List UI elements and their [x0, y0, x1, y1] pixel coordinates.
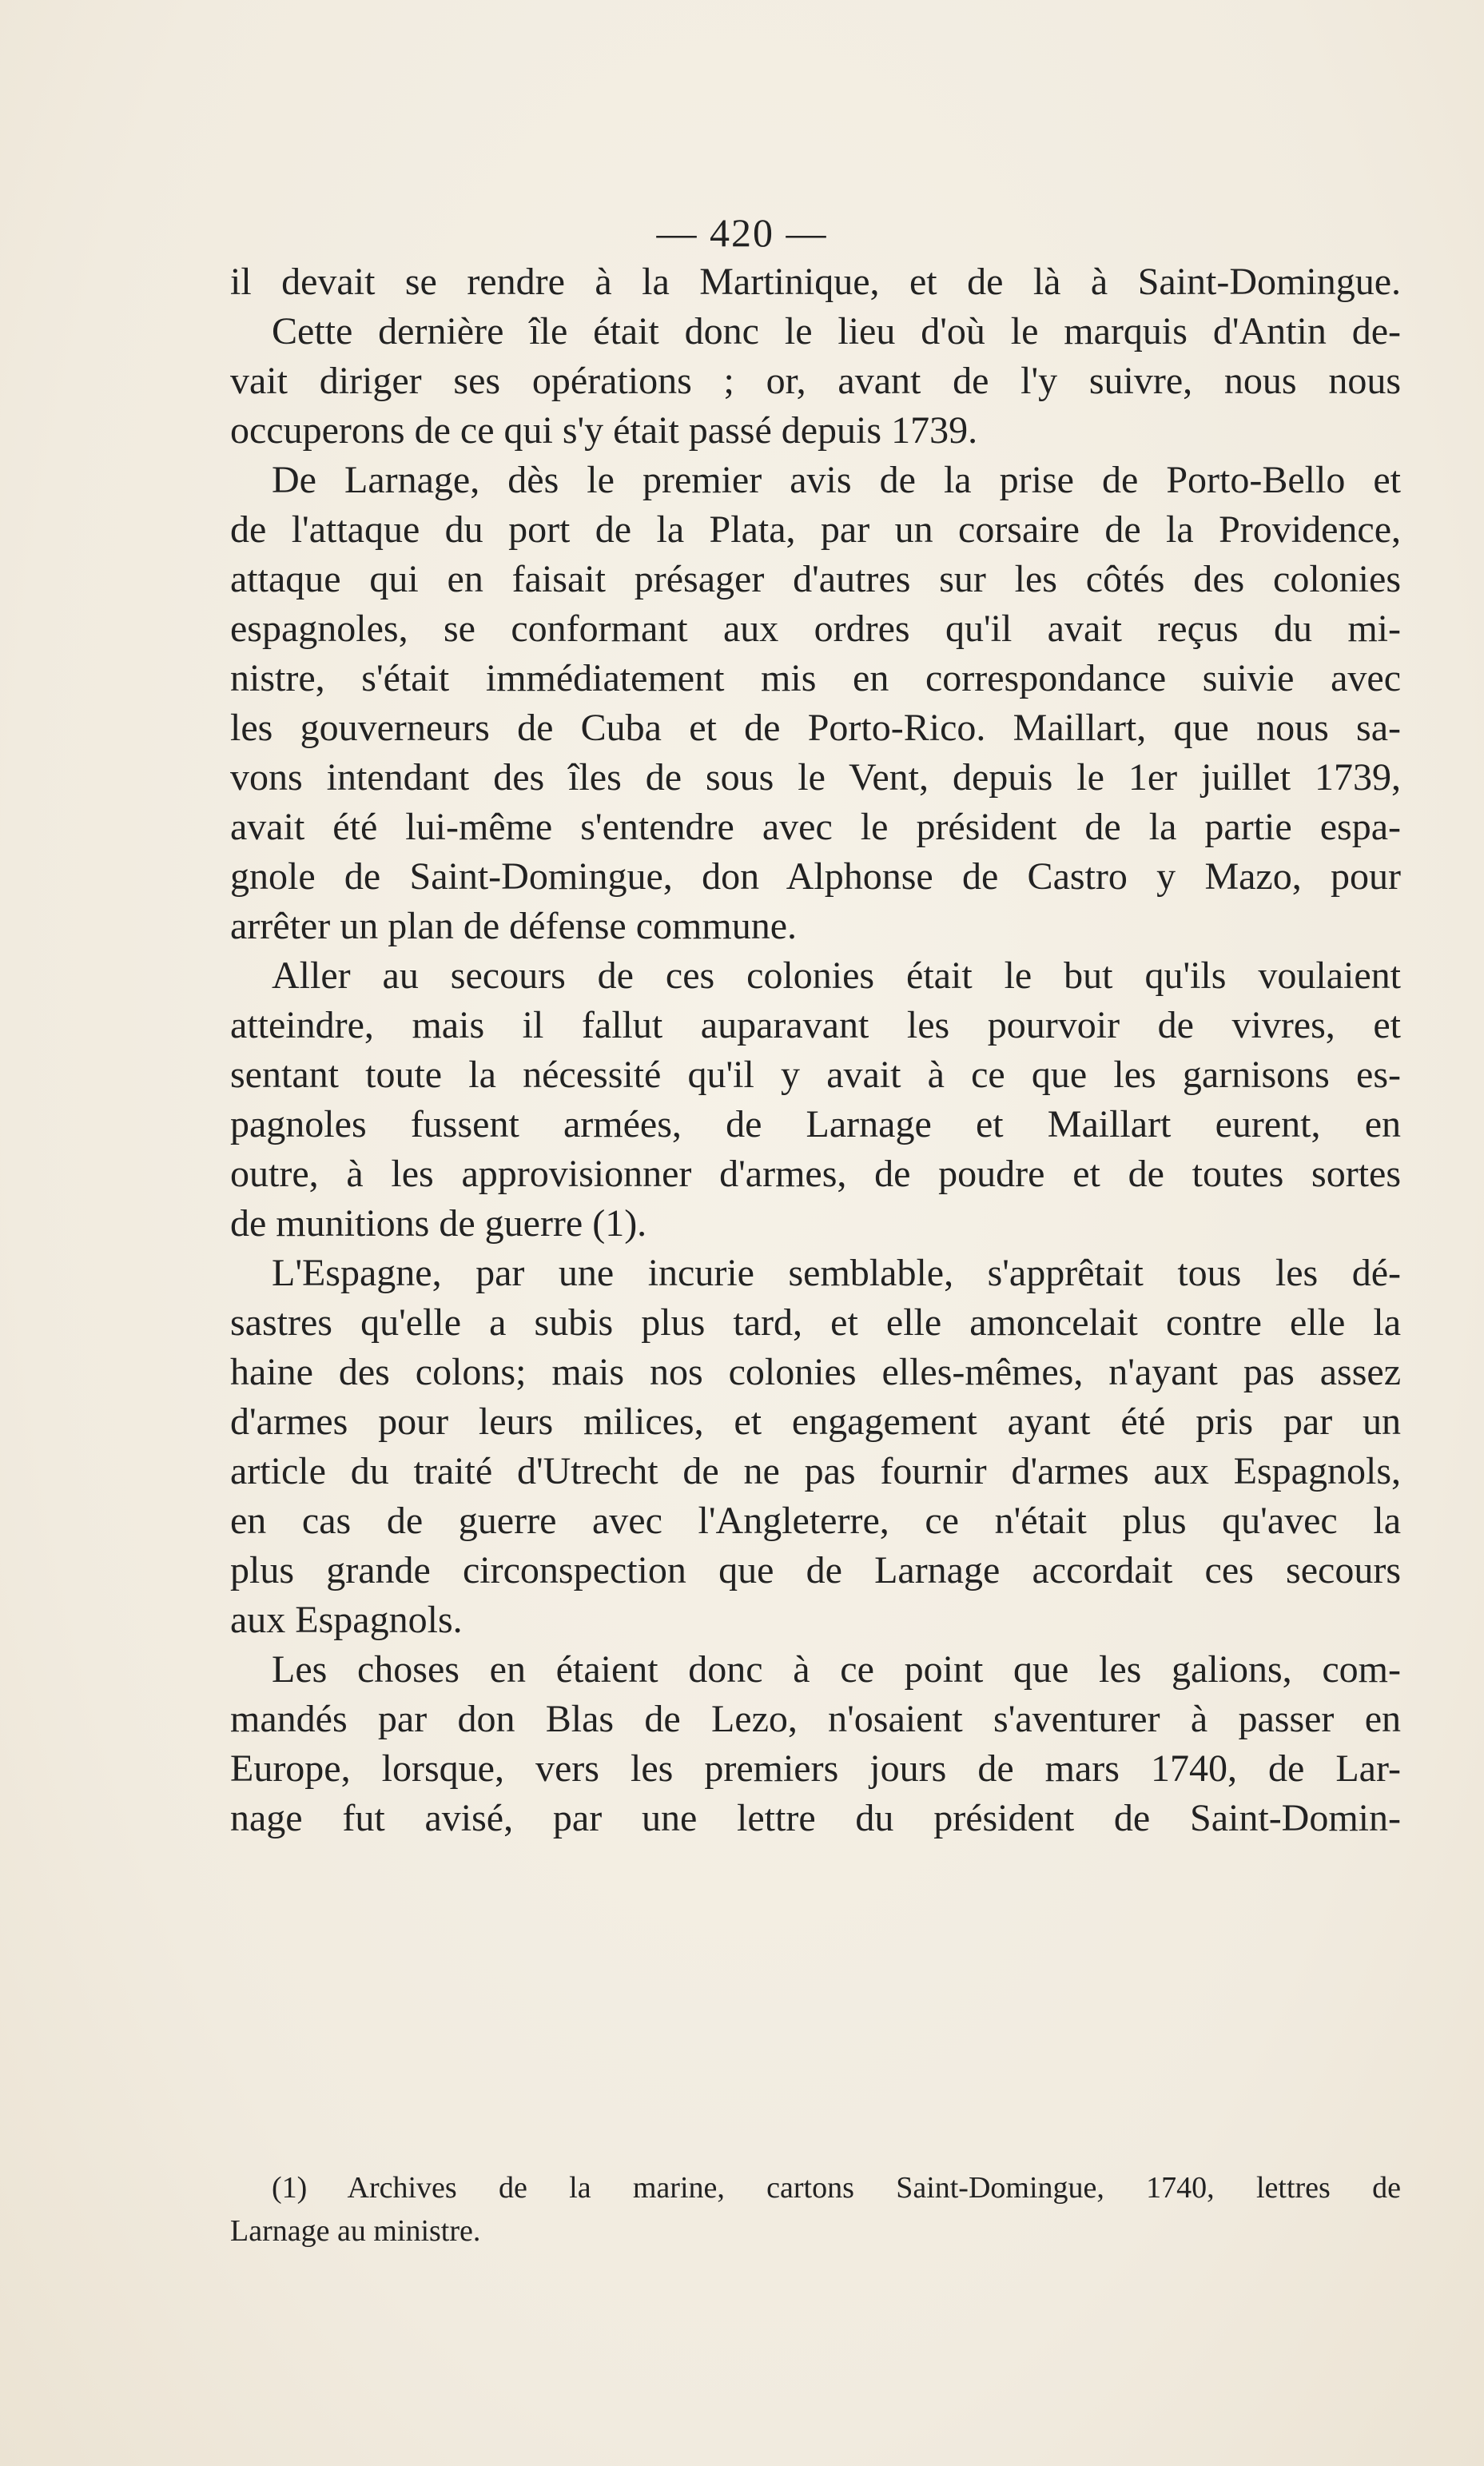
text-line: pagnoles fussent armées, de Larnage et Maillart eurent, en	[230, 1103, 1401, 1145]
text-line: Cette dernière île était donc le lieu d'où le marquis d'Antin de-	[272, 310, 1401, 353]
text-line: atteindre, mais il fallut auparavant les pourvoir de vivres, et	[230, 1004, 1401, 1046]
text-line: vons intendant des îles de sous le Vent, depuis le 1er juillet 1739,	[230, 756, 1401, 799]
text-line: Les choses en étaient donc à ce point que les galions, com-	[272, 1648, 1401, 1691]
body-text	[230, 257, 1401, 1843]
text-line: Aller au secours de ces colonies était le but qu'ils voulaient	[272, 954, 1401, 997]
text-line: aux Espagnols.	[230, 1599, 463, 1641]
text-line: plus grande circonspection que de Larnage accordait ces secours	[230, 1549, 1401, 1592]
text-line: sentant toute la nécessité qu'il y avait à ce que les garnisons es-	[230, 1054, 1401, 1096]
footnote-line: Larnage au ministre.	[230, 2214, 481, 2248]
text-line: de munitions de guerre (1).	[230, 1202, 647, 1245]
text-line: mandés par don Blas de Lezo, n'osaient s'aventurer à passer en	[230, 1698, 1401, 1740]
text-line: article du traité d'Utrecht de ne pas fournir d'armes aux Espagnols,	[230, 1450, 1401, 1492]
text-line: les gouverneurs de Cuba et de Porto-Rico. Maillart, que nous sa-	[230, 707, 1401, 749]
text-line: L'Espagne, par une incurie semblable, s'apprêtait tous les dé-	[272, 1252, 1401, 1294]
text-line: attaque qui en faisait présager d'autres sur les côtés des colonies	[230, 558, 1401, 600]
text-line: gnole de Saint-Domingue, don Alphonse de Castro y Mazo, pour	[230, 855, 1401, 898]
text-line: outre, à les approvisionner d'armes, de poudre et de toutes sortes	[230, 1153, 1401, 1195]
text-line: espagnoles, se conformant aux ordres qu'il avait reçus du mi-	[230, 608, 1401, 650]
footnote	[230, 2166, 1401, 2253]
text-line: De Larnage, dès le premier avis de la prise de Porto-Bello et	[272, 459, 1401, 501]
text-line: Europe, lorsque, vers les premiers jours de mars 1740, de Lar-	[230, 1747, 1401, 1790]
text-line: il devait se rendre à la Martinique, et de là à Saint-Domingue.	[230, 261, 1401, 303]
footnote-line: (1) Archives de la marine, cartons Saint-Domingue, 1740, lettres de	[272, 2171, 1401, 2205]
text-line: nage fut avisé, par une lettre du président de Saint-Domin-	[230, 1797, 1401, 1839]
text-line: nistre, s'était immédiatement mis en correspondance suivie avec	[230, 657, 1401, 699]
text-line: haine des colons; mais nos colonies elles-mêmes, n'ayant pas assez	[230, 1351, 1401, 1393]
text-line: en cas de guerre avec l'Angleterre, ce n'était plus qu'avec la	[230, 1500, 1401, 1542]
text-line: sastres qu'elle a subis plus tard, et elle amoncelait contre elle la	[230, 1301, 1401, 1344]
text-line: vait diriger ses opérations ; or, avant de l'y suivre, nous nous	[230, 360, 1401, 402]
text-line: arrêter un plan de défense commune.	[230, 905, 798, 947]
text-line: avait été lui-même s'entendre avec le président de la partie espa-	[230, 806, 1401, 848]
page-number-header: — 420 —	[656, 210, 828, 255]
text-line: occuperons de ce qui s'y était passé depuis 1739.	[230, 409, 978, 452]
text-line: d'armes pour leurs milices, et engagement ayant été pris par un	[230, 1400, 1401, 1443]
text-line: de l'attaque du port de la Plata, par un corsaire de la Providence,	[230, 508, 1401, 551]
